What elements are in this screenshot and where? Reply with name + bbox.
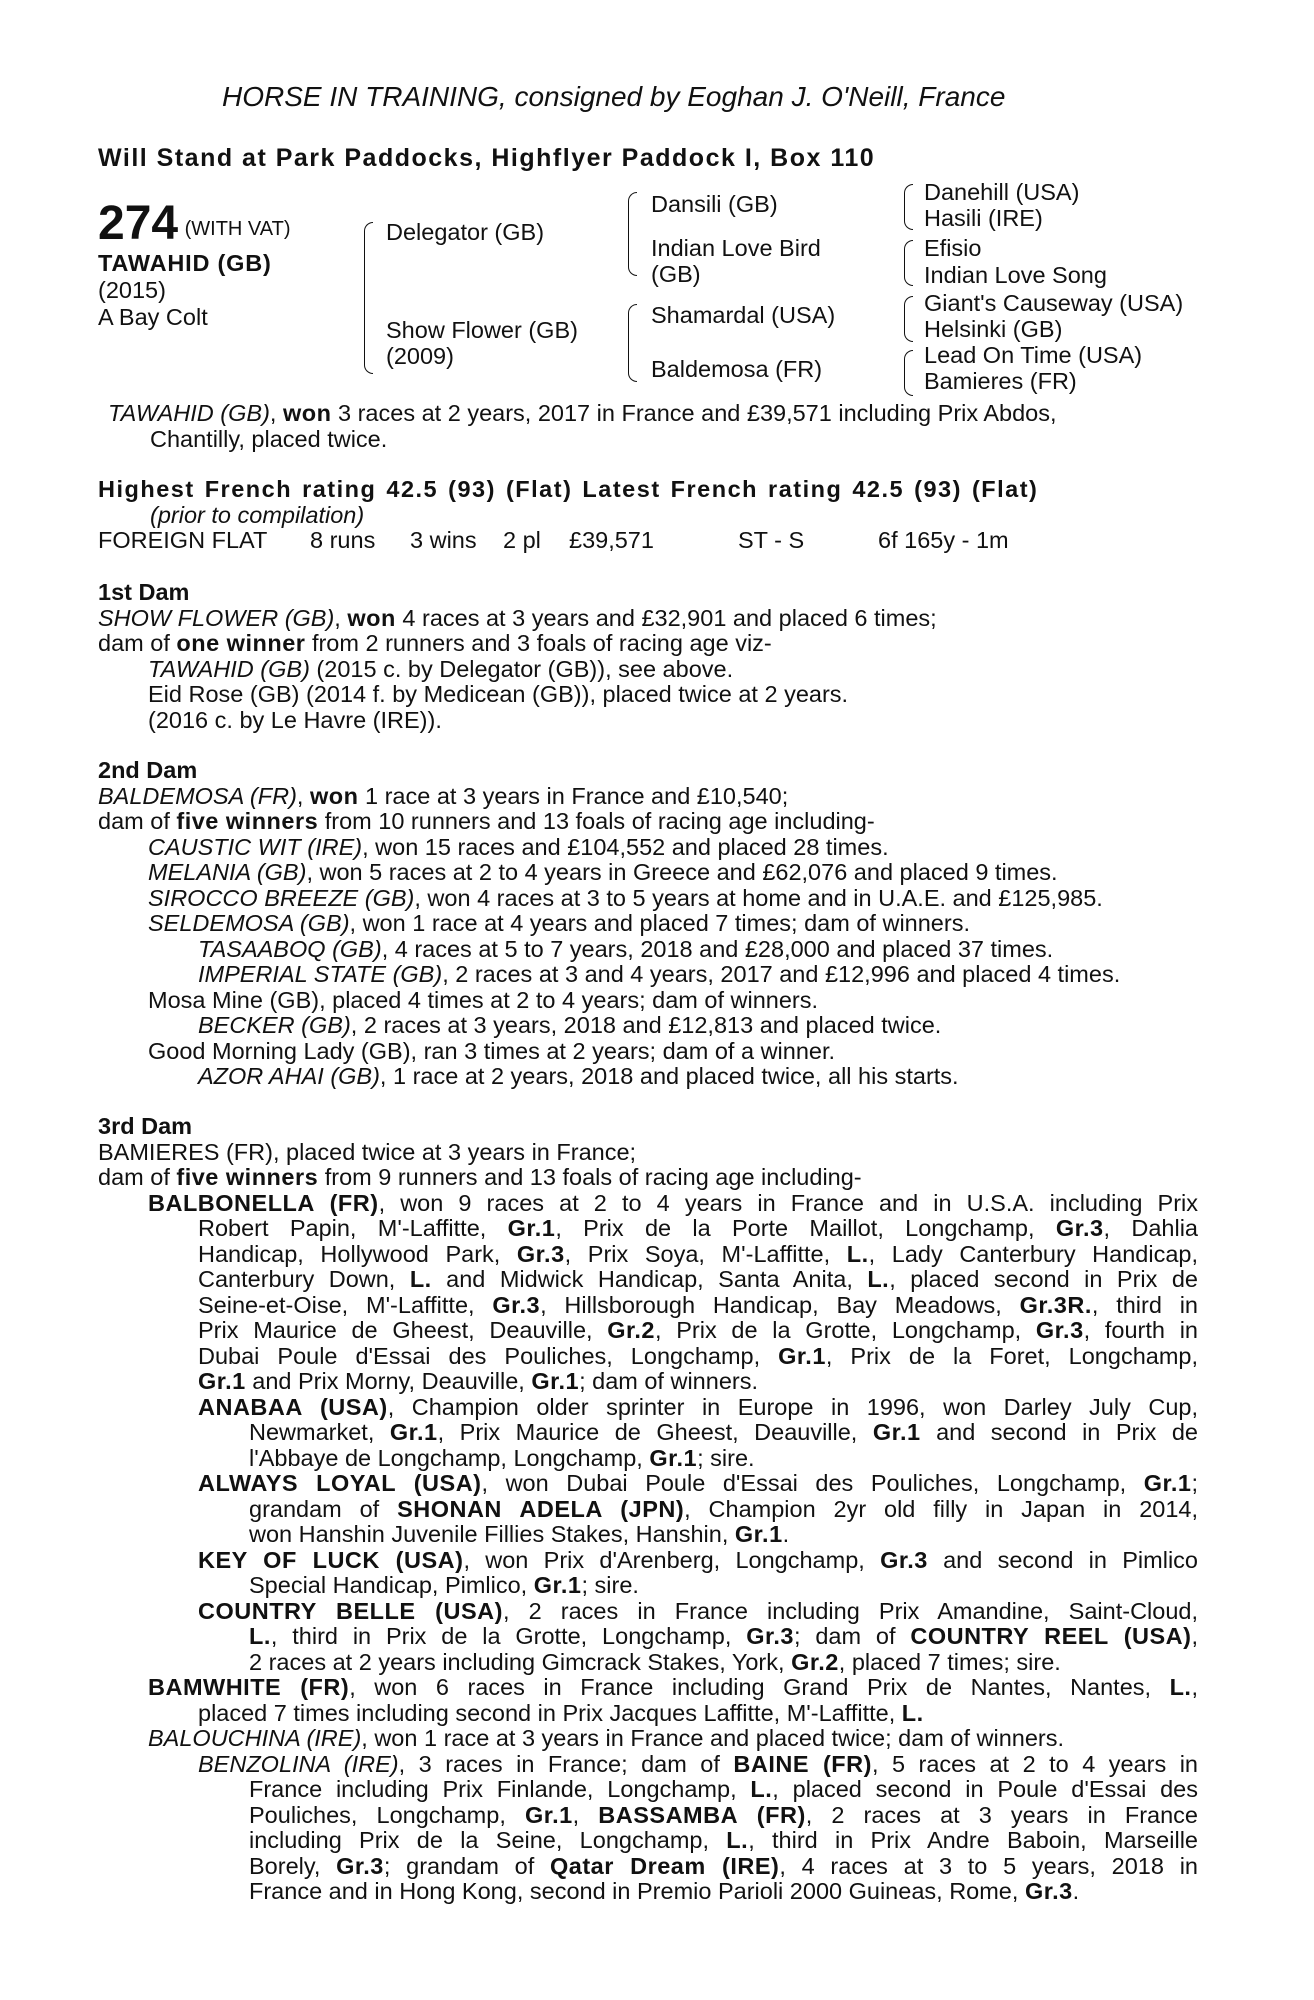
ped-ssd: Hasili (IRE): [924, 205, 1043, 231]
ratings: [98, 477, 1198, 554]
ped-sds: Efisio: [924, 235, 982, 261]
first-dam: 1st Dam SHOW FLOWER (GB), won 4 races at 3 years and £32,901 and placed 6 times; dam of one winner from 2 runners and 3 foals of racing age viz- TAWAHID (GB) (2015 c. by Delegator (GB)), see above. Eid Rose (GB) (2014 f. by Medicean (GB)), placed twice at 2 years. (2016 c. by Le Havre (IRE)).: [98, 580, 1198, 733]
ped-sire: Delegator (GB): [386, 219, 545, 245]
progeny-balbonella: BALBONELLA (FR), won 9 races at 2 to 4 years in France and in U.S.A. including Prix: [148, 1190, 1198, 1216]
form-line: FOREIGN FLAT 8 runs 3 wins 2 pl £39,571 ST - S 6f 165y - 1m: [98, 527, 1009, 553]
progeny-always-loyal: ALWAYS LOYAL (USA), won Dubai Poule d'Essai des Pouliches, Longchamp, Gr.1;: [198, 1471, 1198, 1496]
ped-ss: Dansili (GB): [651, 191, 778, 217]
ped-dam-year: (2009): [386, 343, 454, 369]
rating-note: (prior to compilation): [150, 501, 365, 528]
ped-ds: Shamardal (USA): [651, 302, 836, 328]
horse-name: TAWAHID (GB): [98, 250, 272, 276]
ped-dam: Show Flower (GB): [386, 317, 578, 343]
ped-sdd: Indian Love Song: [924, 262, 1107, 288]
page-title: HORSE IN TRAINING, consigned by Eoghan J. O'Neill, France: [222, 81, 1006, 112]
ped-dss: Giant's Causeway (USA): [924, 290, 1184, 316]
brace-dam-line: [628, 304, 637, 382]
ped-dsd: Helsinki (GB): [924, 316, 1063, 342]
stand-location: Will Stand at Park Paddocks, Highflyer Paddock I, Box 110: [98, 144, 876, 172]
lot-number: 274: [98, 197, 179, 250]
vat-note: (WITH VAT): [184, 218, 291, 240]
brace-sire-dam: [364, 222, 373, 374]
progeny-bamwhite: BAMWHITE (FR), won 6 races in France including Grand Prix de Nantes, Nantes, L.,: [148, 1675, 1198, 1700]
brace-sire-line: [628, 192, 637, 276]
ped-sd1: Indian Love Bird: [651, 235, 821, 261]
ped-ddd: Bamieres (FR): [924, 368, 1077, 394]
ped-dds: Lead On Time (USA): [924, 342, 1143, 368]
second-dam: 2nd Dam BALDEMOSA (FR), won 1 race at 3 years in France and £10,540; dam of five winners from 10 runners and 13 foals of racing age including- CAUSTIC WIT (IRE), won 15 races and £104,552 and placed 28 times. MELANIA (GB), won 5 races at 2 to 4 years in Greece and £62,076 and placed 9 times. SIROCCO BREEZE (GB), won 4 races at 3 to 5 years at home and in U.A.E. and £125,985. SELDEMOSA (GB), won 1 race at 4 years and placed 7 times; dam of winners. TASAABOQ (GB), 4 races at 5 to 7 years, 2018 and £28,000 and placed 37 times. IMPERIAL STATE (GB), 2 races at 3 and 4 years, 2017 and £12,996 and placed 4 times. Mosa Mine (GB), placed 4 times at 2 to 4 years; dam of winners. BECKER (GB), 2 races at 3 years, 2018 and £12,813 and placed twice. Good Morning Lady (GB), ran 3 times at 2 years; dam of a winner. AZOR AHAI (GB), 1 race at 2 years, 2018 and placed twice, all his starts.: [98, 758, 1198, 1090]
brace-g1: [904, 184, 913, 230]
race-summary: TAWAHID (GB), won 3 races at 2 years, 2017 in France and £39,571 including Prix Abdos, Chantilly, placed twice.: [108, 400, 1057, 452]
horse-description: A Bay Colt: [98, 304, 208, 330]
progeny-country-belle: COUNTRY BELLE (USA), 2 races in France including Prix Amandine, Saint-Cloud,: [198, 1598, 1198, 1624]
third-dam: 3rd Dam BAMIERES (FR), placed twice at 3 years in France; dam of five winners from 9 runners and 13 foals of racing age including- BALBONELLA (FR), won 9 races at 2 to 4 years in France and in U.S.A. including Prix Robert Papin, M'-Laffitte, Gr.1, Prix de la Porte Maillot, Longchamp, Gr.3, Dahlia Handicap, Hollywood Park, Gr.3, Prix Soya, M'-Laffitte, L., Lady Canterbury Handicap, Canterbury Down, L. and Midwick Handicap, Santa Anita, L., placed second in Prix de Seine-et-Oise, M'-Laffitte, Gr.3, Hillsborough Handicap, Bay Meadows, Gr.3R., third in Prix Maurice de Gheest, Deauville, Gr.2, Prix de la Grotte, Longchamp, Gr.3, fourth in Dubai Poule d'Essai des Pouliches, Longchamp, Gr.1, Prix de la Foret, Longchamp, Gr.1 and Prix Morny, Deauville, Gr.1; dam of winners. ANABAA (USA), Champion older sprinter in Europe in 1996, won Darley July Cup, Newmarket, Gr.1, Prix Maurice de Gheest, Deauville, Gr.1 and second in Prix de l'Abbaye de Longchamp, Longchamp, Gr.1; sire. ALWAYS LOYAL (USA), won Dubai Poule d'Essai des Pouliches, Longchamp, Gr.1; grandam of SHONAN ADELA (JPN), Champion 2yr old filly in Japan in 2014, won Hanshin Juvenile Fillies Stakes, Hanshin, Gr.1. KEY OF LUCK (USA), won Prix d'Arenberg, Longchamp, Gr.3 and second in Pimlico Special Handicap, Pimlico, Gr.1; sire. COUNTRY BELLE (USA), 2 races in France including Prix Amandine, Saint-Cloud, L., third in Prix de la Grotte, Longchamp, Gr.3; dam of COUNTRY REEL (USA), 2 races at 2 years including Gimcrack Stakes, York, Gr.2, placed 7 times; sire. BAMWHITE (FR), won 6 races in France including Grand Prix de Nantes, Nantes, L., placed 7 times including second in Prix Jacques Laffitte, M'-Laffitte, L. BALOUCHINA (IRE), won 1 race at 3 years in France and placed twice; dam of winners. BENZOLINA (IRE), 3 races in France; dam of BAINE (FR), 5 races at 2 to 4 years in France including Prix Finlande, Longchamp, L., placed second in Poule d'Essai des Pouliches, Longchamp, Gr.1, BASSAMBA (FR), 2 races at 3 years in France including Prix de la Seine, Longchamp, L., third in Prix Andre Baboin, Marseille Borely, Gr.3; grandam of Qatar Dream (IRE), 4 races at 3 to 5 years, 2018 in France and in Hong Kong, second in Premio Parioli 2000 Guineas, Rome, Gr.3.: [98, 1113, 1198, 1904]
brace-g2: [904, 240, 913, 286]
brace-g4: [904, 350, 913, 396]
horse-year: (2015): [98, 277, 166, 303]
progeny-anabaa: ANABAA (USA), Champion older sprinter in Europe in 1996, won Darley July Cup,: [198, 1394, 1198, 1420]
summary-horse-name: TAWAHID (GB): [108, 400, 270, 426]
lot-block: [98, 197, 291, 250]
ped-sss: Danehill (USA): [924, 179, 1080, 205]
progeny-balouchina: BALOUCHINA (IRE), won 1 race at 3 years in France and placed twice; dam of winners.: [148, 1725, 1065, 1751]
progeny-key-of-luck: KEY OF LUCK (USA), won Prix d'Arenberg, Longchamp, Gr.3 and second in Pimlico: [198, 1547, 1198, 1573]
third-dam-heading: 3rd Dam: [98, 1113, 193, 1139]
summary-won: won: [282, 400, 332, 426]
second-dam-heading: 2nd Dam: [98, 757, 198, 783]
ped-dd: Baldemosa (FR): [651, 356, 823, 382]
catalogue-page: [98, 0, 1198, 2000]
brace-g3: [904, 296, 913, 342]
first-dam-heading: 1st Dam: [98, 579, 190, 605]
ped-sd2: (GB): [651, 261, 701, 287]
progeny-benzolina: BENZOLINA (IRE), 3 races in France; dam of BAINE (FR), 5 races at 2 to 4 years in: [198, 1751, 1198, 1777]
rating-line: Highest French rating 42.5 (93) (Flat) Latest French rating 42.5 (93) (Flat): [98, 476, 1039, 502]
